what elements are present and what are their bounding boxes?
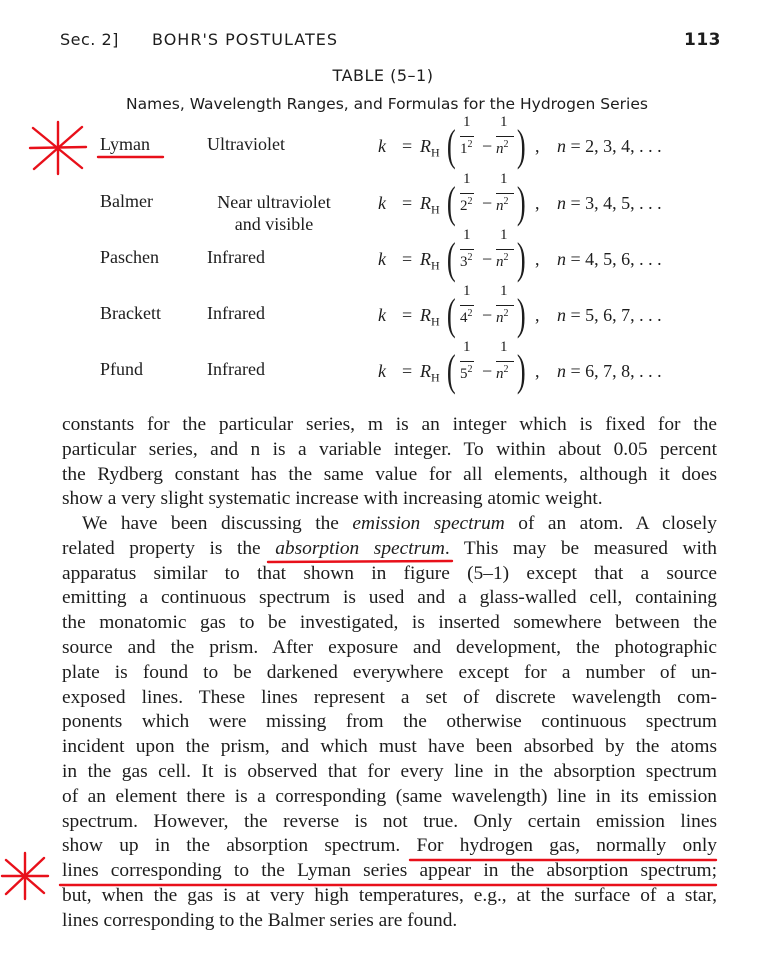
text-line: show up in the absorption spectrum. For hydrogen gas, normally only — [62, 835, 717, 857]
page-number: 113 — [684, 30, 721, 50]
running-title: BOHR'S POSTULATES — [152, 30, 338, 49]
formula-k: k — [378, 136, 386, 156]
series-region: Infrared — [207, 303, 265, 323]
series-name: Pfund — [100, 359, 144, 379]
formula-rydberg: $R_H$ — [420, 136, 440, 160]
text-line: the Rydberg constant has the same value for all elements, although it does — [62, 463, 717, 485]
n-range: n = 3, 4, 5, . . . — [557, 193, 662, 213]
series-region: Near ultraviolet and visible — [217, 192, 331, 234]
table-subtitle: Names, Wavelength Ranges, and Formulas for the Hydrogen Series — [126, 95, 648, 113]
text-line: the monatomic gas to be investigated, is inserted somewhere between the — [62, 612, 717, 634]
series-region: Infrared — [207, 359, 265, 379]
formula-lparen: ( — [446, 121, 456, 170]
text-line: emitting a continuous spectrum is used and a glass-walled cell, containing — [62, 587, 717, 609]
series-region: Infrared — [207, 247, 265, 267]
table-caption: TABLE (5–1) — [332, 66, 434, 85]
formula-den2: $n^2$ — [496, 139, 509, 157]
series-name: Lyman — [100, 134, 150, 154]
absorption-spectrum-term: absorption spectrum — [275, 537, 445, 559]
section-label: Sec. 2] — [60, 30, 119, 49]
series-region: Ultraviolet — [207, 134, 285, 154]
series-name: Paschen — [100, 247, 159, 267]
book-page: Sec. 2] BOHR'S POSTULATES 113 TABLE (5–1) Names, Wavelength Ranges, and Formulas for the Hydrogen Series Lyman Ultraviolet k = $R_H$ ( 1 $1^2$ − 1 $n^2$ ) , n = 2, 3, 4, . . . Balmer Near ultraviolet and visible k = $R_H$ ( 1 $2^2$ − 1 $n^2$ ) , n = 3, 4, 5, . . . Paschen Infrared k = $R_H$ ( 1 $3^2$ − 1 $n^2$ ) , n = 4, 5, 6, . . . Brackett Infrared k = $R_H$ ( 1 $4^2$ − 1 $n^2$ ) , n = 5, 6, 7, . . . Pfund Infrared k = $R_H$ ( 1 $5^2$ − 1 $n^2$ ) , n = 6, 7, 8, . . . constants for the particular series, m is an integer which is fixed for the particular series, and n is a variable integer. To within about 0.05 percent the Rydberg constant has the same value for all elements, although it does show a very slight systematic increase with increasing atomic weight. We have been discussing the emission spectrum of an atom. A closely related property is the absorption spectrum. This may be measured with apparatus similar to that shown in figure (5–1) except that a source emitting a continuous spectrum is used and a glass-walled cell, containing the monatomic gas to be investigated, is inserted somewhere between the source and the prism. After exposure and development, the photographic plate is found to be darkened everywhere except for a number of un- exposed lines. These lines represent a set of discrete wavelength com- ponents which were missing from the otherwise continuous spectrum incident upon the prism, and which must have been absorbed by the atoms in the gas cell. It is observed that for every line in the absorption spectrum of an element there is a corresponding (same wavelength) line in its emission spectrum. However, the reverse is not true. Only certain emission lines show up in the absorption spectrum. For hydrogen gas, normally only lines corresponding to the Lyman series appear in the absorption spectrum; but, when the gas is at very high temperatures, e.g., at the surface of a star, lines corresponding to the Balmer series are found. — [0, 0, 766, 976]
n-range: n = 6, 7, 8, . . . — [557, 361, 662, 381]
text-line: of an element there is a corresponding (same wavelength) line in its emission — [62, 785, 717, 807]
formula-comma: , — [535, 136, 540, 156]
series-name: Brackett — [100, 303, 161, 323]
n-range: n = 4, 5, 6, . . . — [557, 249, 662, 269]
formula-num1: 1 — [463, 114, 471, 130]
text-line: apparatus similar to that shown in figure (5–1) except that a source — [62, 562, 717, 584]
underline-mark — [268, 561, 452, 562]
text-line: but, when the gas is at very high temperatures, e.g., at the surface of a star, — [62, 884, 717, 906]
formula-den1: $1^2$ — [460, 139, 473, 157]
formula-minus: − — [482, 136, 493, 156]
n-range: n = 2, 3, 4, . . . — [557, 136, 662, 156]
text-line: incident upon the prism, and which must have been absorbed by the atoms — [62, 736, 717, 758]
text-line: source and the prism. After exposure and development, the photographic — [62, 636, 717, 658]
text-line: related property is the absorption spectrum. This may be measured with — [62, 537, 718, 559]
formula-eq: = — [402, 136, 413, 156]
text-line: ponents which were missing from the otherwise continuous spectrum — [62, 711, 717, 733]
asterisk-icon — [30, 122, 86, 174]
series-name: Balmer — [100, 191, 153, 211]
text-line: We have been discussing the emission spectrum of an atom. A closely — [82, 513, 717, 534]
asterisk-icon — [2, 853, 48, 899]
text-line: particular series, and n is a variable integer. To within about 0.05 percent — [62, 438, 717, 460]
formula-num2: 1 — [500, 114, 508, 130]
text-line: in the gas cell. It is observed that for every line in the absorption spectrum — [62, 760, 717, 782]
text-line: show a very slight systematic increase with increasing atomic weight. — [62, 488, 603, 510]
n-range: n = 5, 6, 7, . . . — [557, 305, 662, 325]
text-line: lines corresponding to the Lyman series appear in the absorption spectrum; — [62, 860, 717, 882]
formula-rparen: ) — [516, 121, 526, 170]
text-line: spectrum. However, the reverse is not true. Only certain emission lines — [62, 810, 717, 832]
text-line: constants for the particular series, m is an integer which is fixed for the — [62, 414, 717, 435]
text-line: plate is found to be darkened everywhere except for a number of un- — [62, 661, 717, 683]
text-line: exposed lines. These lines represent a set of discrete wavelength com- — [62, 686, 717, 708]
text-line: lines corresponding to the Balmer series are found. — [62, 909, 458, 931]
